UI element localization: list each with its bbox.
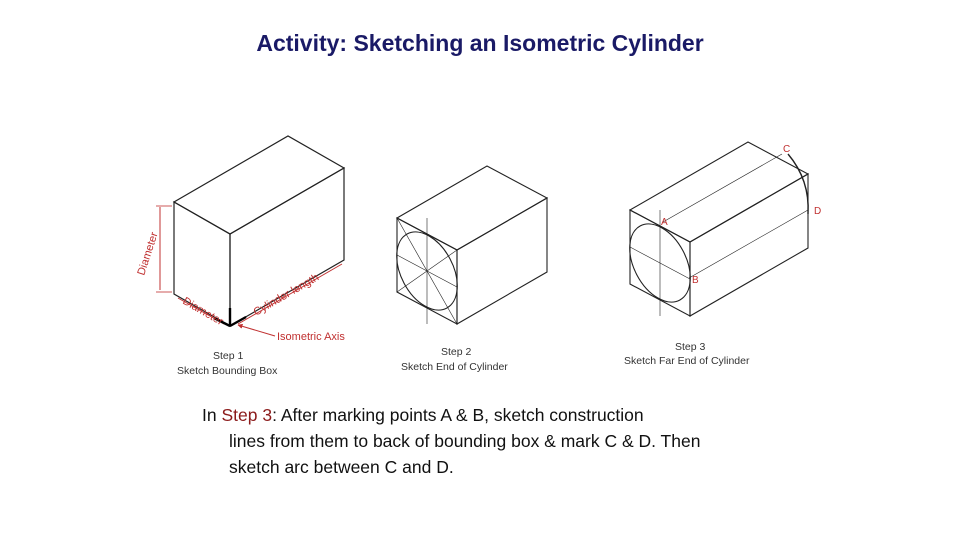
step1-length-label: Cylinder length bbox=[251, 271, 322, 319]
step3-drawing bbox=[617, 142, 808, 316]
step2-box-side bbox=[457, 198, 547, 324]
step3-point-b: B bbox=[692, 275, 699, 286]
step2-name-label: Sketch End of Cylinder bbox=[401, 361, 508, 373]
step3-point-c: C bbox=[783, 144, 791, 155]
step1-axis-leader bbox=[238, 325, 275, 336]
figure-svg bbox=[120, 110, 840, 385]
step2-step-label: Step 2 bbox=[441, 346, 472, 358]
step1-axis-right bbox=[230, 317, 246, 326]
caption-line1: : After marking points A & B, sketch construction bbox=[272, 405, 644, 425]
step3-point-d: D bbox=[814, 206, 822, 217]
step3-step-label: Step 3 bbox=[675, 341, 706, 353]
instruction-caption bbox=[202, 402, 802, 480]
step3-construction-line-a bbox=[663, 154, 782, 222]
step1-box-top bbox=[174, 136, 344, 234]
caption-line3: sketch arc between C and D. bbox=[229, 457, 454, 477]
caption-line2: lines from them to back of bounding box & mark C & D. Then bbox=[229, 431, 701, 451]
step2-drawing bbox=[384, 166, 547, 324]
step3-name-label: Sketch Far End of Cylinder bbox=[624, 355, 750, 367]
step1-name-label: Sketch Bounding Box bbox=[177, 365, 278, 377]
step2-box-top bbox=[397, 166, 547, 250]
slide-title: Activity: Sketching an Isometric Cylinder bbox=[256, 30, 704, 56]
caption-step-highlight: Step 3 bbox=[221, 405, 273, 425]
step1-step-label: Step 1 bbox=[213, 350, 244, 362]
step3-box-side bbox=[690, 174, 808, 316]
isometric-cylinder-figure bbox=[120, 110, 840, 385]
step1-diameter-bottom-label: Diameter bbox=[180, 295, 226, 328]
step3-point-a: A bbox=[661, 217, 668, 228]
step1-box-side bbox=[230, 168, 344, 326]
step3-box-top bbox=[630, 142, 808, 242]
step1-axis-label: Isometric Axis bbox=[277, 331, 345, 343]
caption-prefix: In bbox=[202, 405, 222, 425]
step1-diameter-side-label: Diameter bbox=[135, 230, 161, 277]
step3-construction-line-b bbox=[689, 210, 808, 278]
